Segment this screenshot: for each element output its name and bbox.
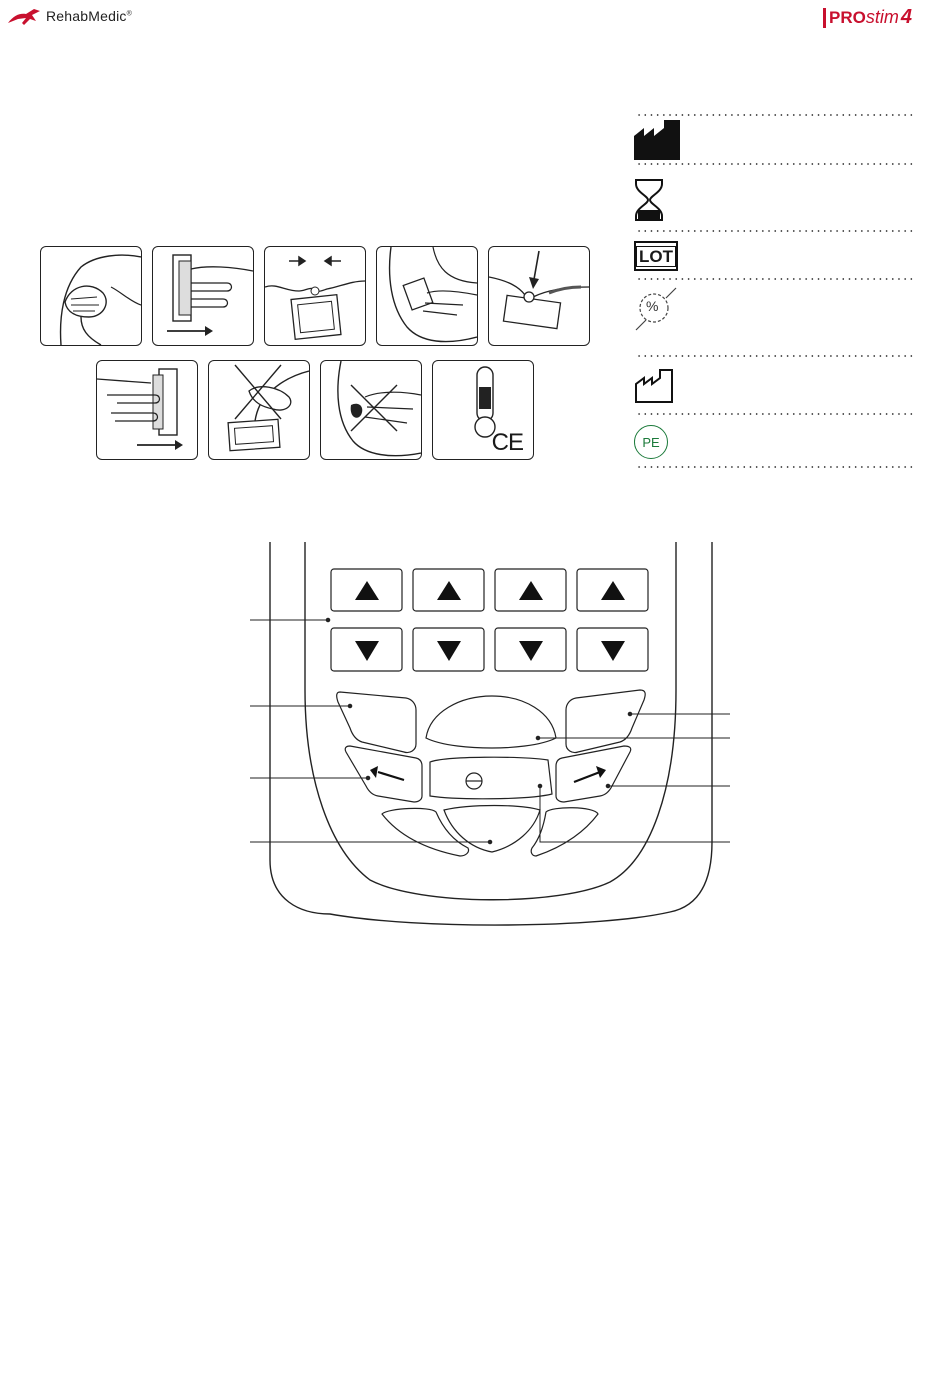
rehabmedic-logo: [6, 4, 132, 28]
power-button[interactable]: [430, 757, 552, 799]
panel-temperature-ce: [432, 360, 534, 460]
attach-lead-icon: [489, 247, 589, 345]
up-button-2[interactable]: [413, 569, 484, 611]
panel-do-not-pull-wire: [208, 360, 310, 460]
up-button-3[interactable]: [495, 569, 566, 611]
dotted-line: [636, 114, 914, 116]
dotted-line: [636, 413, 914, 415]
remove-electrode-icon: [97, 361, 197, 459]
dotted-line: [636, 230, 914, 232]
panel-do-not-wipe: [320, 360, 422, 460]
brand-left-text: RehabMedic®: [46, 8, 132, 24]
down-button-1[interactable]: [331, 628, 402, 671]
down-button-2[interactable]: [413, 628, 484, 671]
prostim4-logo: [823, 6, 912, 28]
keypad-diagram: [0, 530, 950, 950]
panel-attach-lead: [488, 246, 590, 346]
panel-clean-skin: [376, 246, 478, 346]
humidity-percent: %: [646, 298, 659, 314]
up-button-4[interactable]: [577, 569, 648, 611]
dotted-line: [636, 466, 914, 468]
panel-hands-on-shoulder: [40, 246, 142, 346]
brand-stim: stim: [865, 7, 899, 27]
stretch-electrode-icon: [265, 247, 365, 345]
humidity-icon: [634, 286, 678, 332]
dotted-line: [636, 278, 914, 280]
dotted-line: [636, 355, 914, 357]
up-button-1[interactable]: [331, 569, 402, 611]
clean-skin-icon: [377, 247, 477, 345]
lot-icon: LOT: [634, 241, 678, 271]
panel-remove-electrode: [96, 360, 198, 460]
pe-material-icon: PE: [634, 425, 668, 459]
running-figure-icon: [6, 5, 42, 27]
dotted-line: [636, 163, 914, 165]
hands-on-shoulder-icon: [41, 247, 141, 345]
manufacturer-icon: [634, 120, 680, 160]
hourglass-expiry-icon: [634, 178, 664, 222]
panel-peel-electrode: [152, 246, 254, 346]
brand-pro: PRO: [823, 8, 866, 28]
brand-four: 4: [900, 6, 912, 28]
down-button-3[interactable]: [495, 628, 566, 671]
down-button-4[interactable]: [577, 628, 648, 671]
peel-electrode-icon: [153, 247, 253, 345]
panel-stretch-electrode: [264, 246, 366, 346]
do-not-pull-wire-icon: [209, 361, 309, 459]
date-of-manufacture-icon: [634, 368, 674, 404]
do-not-wipe-icon: [321, 361, 421, 459]
ce-mark: CE: [491, 429, 523, 456]
